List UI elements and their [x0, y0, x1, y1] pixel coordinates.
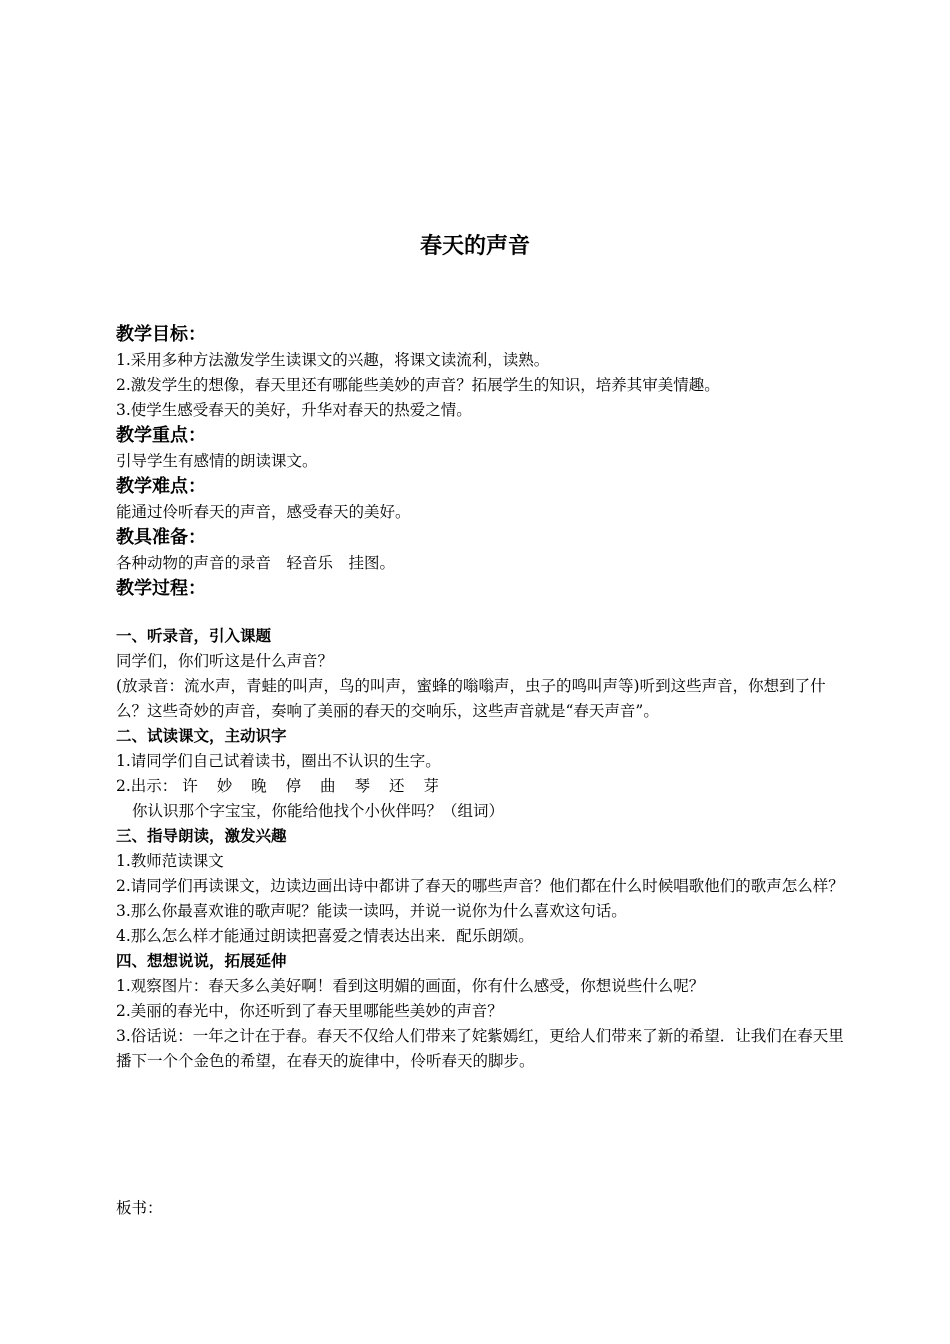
character: 琴: [354, 777, 371, 795]
section3-heading: 三、指导朗读，激发兴趣: [116, 827, 287, 845]
goals-heading: 教学目标：: [116, 324, 206, 345]
key-point-text: 引导学生有感情的朗读课文。: [116, 452, 318, 470]
section3-line: 4.那么怎么样才能通过朗读把喜爱之情表达出来．配乐朗颂。: [116, 927, 534, 945]
section2-heading: 二、试读课文，主动识字: [116, 727, 287, 745]
section3-line: 1.教师范读课文: [116, 852, 224, 870]
character: 曲: [320, 777, 336, 795]
board-label: 板书：: [116, 1199, 163, 1217]
section4-line: 1.观察图片：春天多么美好啊！看到这明媚的画面，你有什么感受，你想说些什么呢？: [116, 977, 705, 995]
document-body: [116, 322, 846, 1074]
section4-heading: 四、想想说说，拓展延伸: [116, 952, 287, 970]
character: 停: [285, 777, 302, 795]
spacer: [116, 602, 846, 624]
goal-item: 1.采用多种方法激发学生读课文的兴趣，将课文读流利，读熟。: [116, 351, 550, 369]
goal-item: 2.激发学生的想像，春天里还有哪能些美妙的声音？拓展学生的知识，培养其审美情趣。: [116, 376, 720, 394]
section2-line: 1.请同学们自己试着读书，圈出不认识的生字。: [116, 752, 441, 770]
section1-paragraph: (放录音：流水声，青蛙的叫声，鸟的叫声，蜜蜂的嗡嗡声，虫子的鸣叫声等)听到这些声音，你想到了什么？这些奇妙的声音，奏响了美丽的春天的交响乐，这些声音就是“春天声音”。: [116, 677, 826, 720]
section3-paragraph: 2.请同学们再读课文，边读边画出诗中都讲了春天的哪些声音？他们都在什么时候唱歌他们的歌声怎么样？: [116, 877, 844, 895]
materials-heading: 教具准备：: [116, 527, 206, 548]
section1-line: 同学们，你们听这是什么声音？: [116, 652, 334, 670]
process-heading: 教学过程：: [116, 578, 206, 599]
character: 妙: [216, 777, 233, 795]
section3-line: 3.那么你最喜欢谁的歌声呢？能读一读吗，并说一说你为什么喜欢这句话。: [116, 902, 627, 920]
section2-characters-line: [116, 774, 846, 799]
character: 晚: [251, 777, 267, 795]
character: 芽: [423, 777, 439, 795]
section4-paragraph: 3.俗话说：一年之计在于春。春天不仅给人们带来了姹紫嫣红，更给人们带来了新的希望．让我们在春天里播下一个个金色的希望，在春天的旋律中，伶听春天的脚步。: [116, 1027, 844, 1070]
character: 许: [182, 777, 198, 795]
section2-line: 你认识那个字宝宝，你能给他找个小伙伴吗？（组词）: [132, 802, 505, 820]
section1-heading: 一、听录音，引入课题: [116, 627, 272, 645]
characters-prefix: 2.出示：: [116, 777, 178, 795]
goal-item: 3.使学生感受春天的美好，升华对春天的热爱之情。: [116, 401, 472, 419]
difficulty-text: 能通过伶听春天的声音，感受春天的美好。: [116, 503, 411, 521]
section4-line: 2.美丽的春光中，你还听到了春天里哪能些美妙的声音？: [116, 1002, 503, 1020]
document-title: 春天的声音: [419, 234, 530, 259]
key-point-heading: 教学重点：: [116, 425, 206, 446]
difficulty-heading: 教学难点：: [116, 476, 206, 497]
character: 还: [388, 777, 405, 795]
materials-text: 各种动物的声音的录音 轻音乐 挂图。: [116, 554, 396, 572]
